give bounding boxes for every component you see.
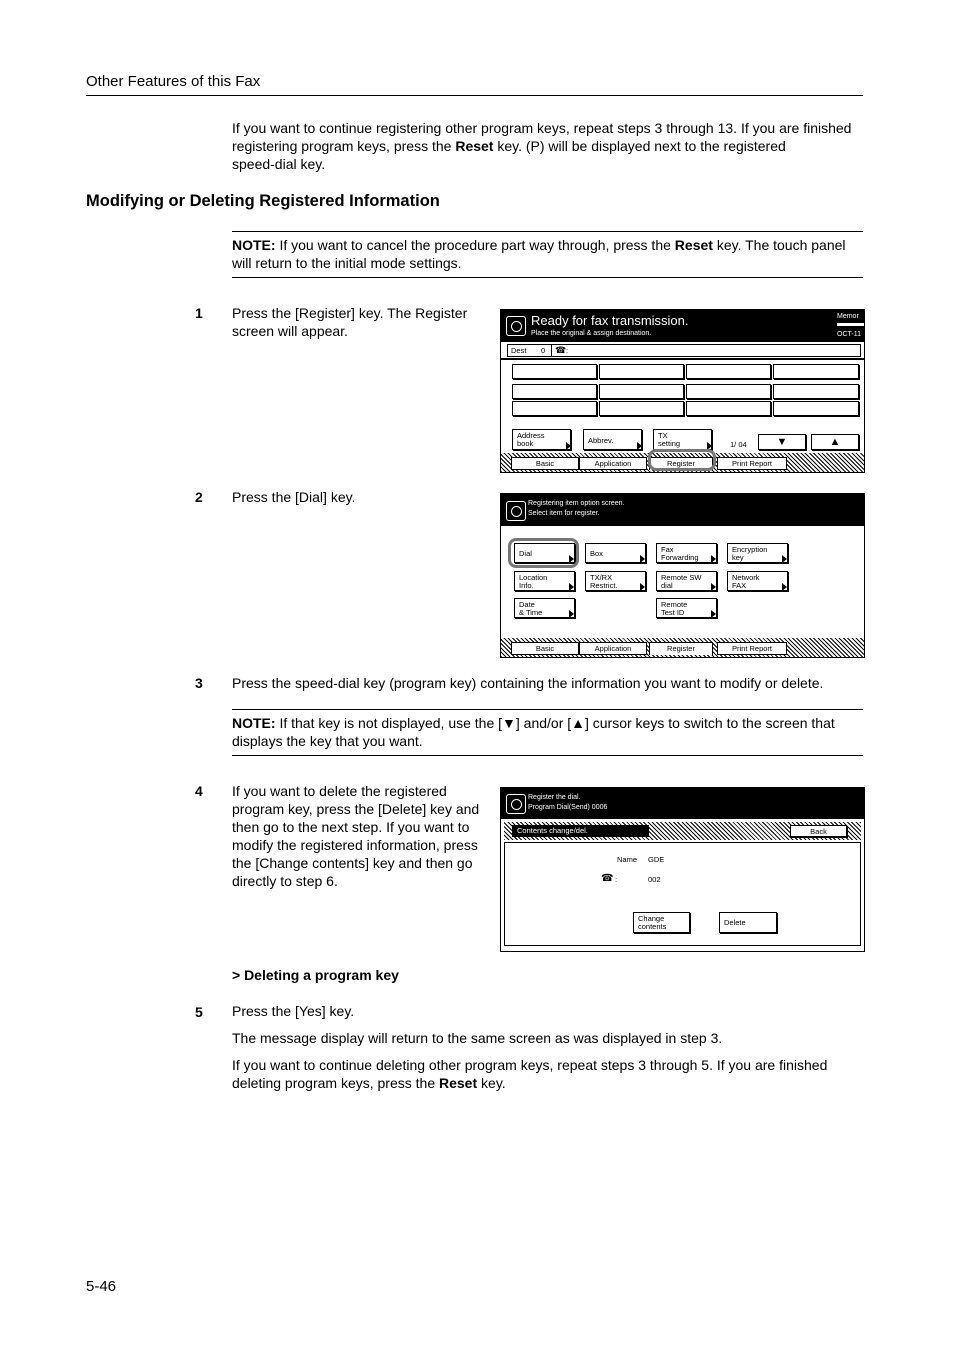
- date-label: OCT-11: [837, 331, 861, 338]
- fax-forwarding-button[interactable]: Fax Forwarding: [656, 543, 717, 563]
- chevron-right-icon: [782, 583, 787, 591]
- section-title: Modifying or Deleting Registered Information: [86, 192, 440, 210]
- step-5-result: The message display will return to the same screen as was displayed in step 3.: [232, 1030, 723, 1046]
- step-number-1: 1: [195, 305, 203, 321]
- intro-line-1: If you want to continue registering other program keys, repeat steps 3 through 13. If you are finished: [232, 120, 852, 136]
- fax-icon: [506, 501, 526, 521]
- chevron-right-icon: [637, 442, 642, 450]
- box-button[interactable]: Box: [585, 543, 646, 563]
- step-number-5: 5: [195, 1004, 203, 1020]
- one-touch-key[interactable]: [599, 364, 684, 379]
- status-title: Register the dial.: [528, 794, 581, 801]
- note-rule-bottom: [232, 755, 863, 756]
- page-number: 5-46: [86, 1278, 117, 1295]
- tab-print-report[interactable]: Print Report: [717, 642, 787, 655]
- status-bar: [501, 494, 864, 526]
- scroll-down-button[interactable]: ▼: [758, 434, 806, 450]
- step-1-text: Press the [Register] key. The Register screen will appear.: [232, 305, 468, 339]
- chevron-right-icon: [640, 555, 645, 563]
- status-subtitle: Select item for register.: [528, 510, 600, 517]
- one-touch-key[interactable]: [686, 364, 771, 379]
- one-touch-key[interactable]: [512, 364, 597, 379]
- note-rule-top: [232, 231, 863, 232]
- note-rule-top: [232, 709, 863, 710]
- scroll-up-button[interactable]: ▲: [811, 434, 859, 450]
- one-touch-key[interactable]: [686, 384, 771, 399]
- status-bar: [501, 788, 864, 819]
- chevron-right-icon: [782, 555, 787, 563]
- one-touch-key[interactable]: [773, 401, 859, 416]
- one-touch-key[interactable]: [512, 384, 597, 399]
- status-title: Ready for fax transmission.: [531, 313, 689, 328]
- fax-icon: [506, 316, 526, 336]
- memory-bar: [837, 323, 864, 326]
- remote-sw-dial-button[interactable]: Remote SW dial: [656, 571, 717, 591]
- chevron-right-icon: [569, 583, 574, 591]
- step-4-text: If you want to delete the registered program key, press the [Delete] key and then go to the next step. If you want to modify the registered information, press the [Change contents] key and then go directly to step 6.: [232, 783, 480, 889]
- location-info-button[interactable]: Location Info.: [514, 571, 575, 591]
- chevron-right-icon: [711, 555, 716, 563]
- step-5-continue: If you want to continue deleting other program keys, repeat steps 3 through 5. If you are finished deleting program keys, press the Reset key.: [232, 1057, 828, 1091]
- tab-basic[interactable]: Basic: [511, 642, 579, 655]
- back-button[interactable]: Back: [790, 825, 847, 837]
- register-option-panel: [500, 493, 865, 658]
- one-touch-key[interactable]: [599, 401, 684, 416]
- one-touch-key[interactable]: [773, 364, 859, 379]
- one-touch-key[interactable]: [599, 384, 684, 399]
- name-label: Name: [617, 855, 638, 864]
- step-number-4: 4: [195, 783, 203, 799]
- tab-print-report[interactable]: Print Report: [717, 457, 787, 470]
- network-fax-button[interactable]: Network FAX: [727, 571, 788, 591]
- intro-paragraph: [232, 119, 872, 173]
- tab-application[interactable]: Application: [579, 457, 647, 470]
- subheading-deleting: > Deleting a program key: [232, 967, 399, 983]
- register-highlight: [648, 449, 716, 471]
- status-subtitle: Place the original & assign destination.: [531, 330, 652, 337]
- step-3-text: Press the speed-dial key (program key) containing the information you want to modify or delete.: [232, 675, 824, 691]
- note-cancel: NOTE: If you want to cancel the procedure part way through, press the Reset key. The touch panel will return to the initial mode settings.: [232, 237, 846, 271]
- change-contents-button[interactable]: Change contents: [633, 912, 690, 933]
- number-value: 002: [648, 875, 661, 884]
- fax-icon: [506, 794, 526, 814]
- chevron-right-icon: [711, 610, 716, 618]
- colon-label: :: [615, 875, 618, 884]
- status-bar: [501, 310, 864, 342]
- one-touch-key[interactable]: [773, 384, 859, 399]
- tab-register[interactable]: Register: [649, 457, 713, 470]
- chevron-right-icon: [566, 442, 571, 450]
- abbrev-button[interactable]: Abbrev.: [583, 429, 642, 450]
- phone-icon: ☎: [601, 873, 614, 884]
- txrx-restrict-button[interactable]: TX/RX Restrict.: [585, 571, 646, 591]
- delete-button[interactable]: Delete: [719, 912, 777, 933]
- register-dial-panel: [500, 787, 865, 952]
- header-rule: [86, 95, 863, 96]
- one-touch-key[interactable]: [686, 401, 771, 416]
- status-title: Registering item option screen.: [528, 500, 625, 507]
- phone-icon: ☎: [555, 345, 567, 355]
- page-indicator: 1/ 04: [730, 440, 747, 449]
- destination-field[interactable]: Dest 0 ☎ :: [507, 344, 861, 357]
- step-number-2: 2: [195, 489, 203, 505]
- memory-label: Memor: [837, 313, 859, 320]
- tx-setting-button[interactable]: TX setting: [653, 429, 712, 450]
- intro-line-3: speed-dial key.: [232, 156, 326, 172]
- status-subtitle: Program Dial(Send) 0006: [528, 804, 608, 811]
- date-time-button[interactable]: Date & Time: [514, 598, 575, 618]
- chevron-right-icon: [711, 583, 716, 591]
- step-2-text: Press the [Dial] key.: [232, 489, 356, 505]
- dial-highlight: [508, 538, 579, 568]
- note-rule-bottom: [232, 277, 863, 278]
- contents-change-label: Contents change/del.: [512, 825, 649, 837]
- chevron-right-icon: [640, 583, 645, 591]
- note-cursor-keys: NOTE: If that key is not displayed, use the [▼] and/or [▲] cursor keys to switch to the screen that displays the key that you want.: [232, 715, 835, 749]
- chevron-right-icon: [569, 610, 574, 618]
- step-5-text: Press the [Yes] key.: [232, 1003, 355, 1019]
- step-number-3: 3: [195, 675, 203, 691]
- name-value: GDE: [648, 855, 665, 864]
- tab-application[interactable]: Application: [579, 642, 647, 655]
- address-book-button[interactable]: Address book: [512, 429, 571, 450]
- dial-button[interactable]: Dial: [514, 543, 575, 563]
- running-header: Other Features of this Fax: [86, 73, 261, 90]
- encryption-key-button[interactable]: Encryption key: [727, 543, 788, 563]
- tab-register[interactable]: Register: [649, 642, 713, 655]
- register-screen-panel: [500, 309, 865, 473]
- intro-line-2: registering program keys, press the Reset key. (P) will be displayed next to the registered: [232, 138, 786, 154]
- one-touch-key[interactable]: [512, 401, 597, 416]
- tab-basic[interactable]: Basic: [511, 457, 579, 470]
- remote-test-id-button[interactable]: Remote Test ID: [656, 598, 717, 618]
